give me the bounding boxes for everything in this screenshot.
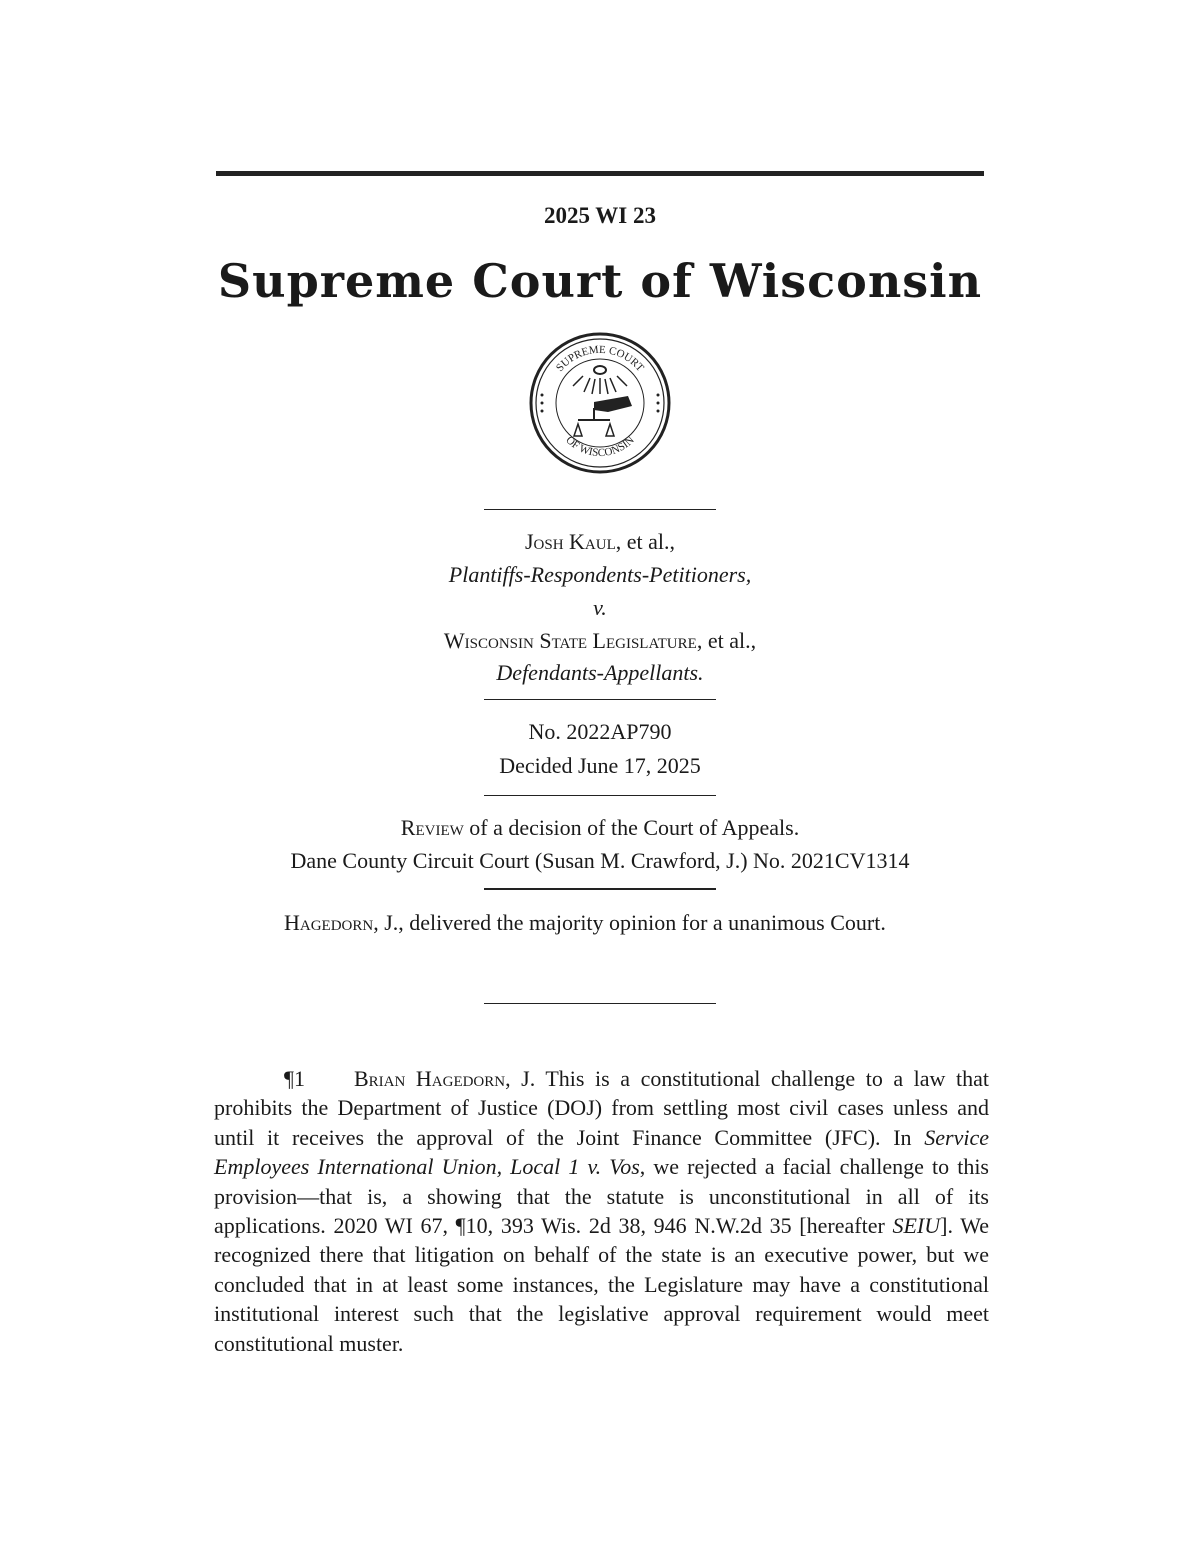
lower-court-line: Dane County Circuit Court (Susan M. Crawford, J.) No. 2021CV1314: [290, 848, 910, 873]
defendant-line: Wisconsin State Legislature, et al.,: [443, 628, 757, 653]
divider: [484, 795, 716, 796]
plaintiff-role: Plantiffs-Respondents-Petitioners,: [448, 562, 752, 587]
top-rule: [216, 171, 984, 176]
svg-text:OF WISCONSIN: OF WISCONSIN: [563, 434, 637, 460]
versus: v.: [593, 595, 607, 620]
case-number: No. 2022AP790: [528, 719, 672, 744]
svg-text:SUPREME COURT: SUPREME COURT: [553, 343, 647, 375]
defendant-role: Defendants-Appellants.: [496, 660, 704, 685]
paragraph-mark: ¶1: [284, 1066, 305, 1091]
case-citation: Service Employees International Union, Local 1 v. Vos: [214, 1124, 989, 1180]
court-seal: [528, 332, 672, 474]
paragraph-1: ¶1 Brian Hagedorn, J. This is a constitutional challenge to a law that prohibits the Department of Justice (DOJ) from settling most civil cases unless and until it receives the approval of the Joint Finance Committee (JFC). In Service Employees International Union, Local 1 v. Vos, we rejected a facial challenge to this provision—that is, a showing that the statute is unconstitutional in all of its applications. 2020 WI 67, ¶10, 393 Wis. 2d 38, 946 N.W.2d 35 [hereafter SEIU]. We recognized there that litigation on behalf of the state is an executive power, but we concluded that in at least some instances, the Legislature may have a constitutional institutional interest such that the legislative approval requirement would meet constitutional muster.: [214, 1066, 989, 1356]
decision-date: Decided June 17, 2025: [499, 753, 701, 778]
author-name: Brian Hagedorn: [354, 1066, 506, 1091]
plaintiff-name: Josh Kaul: [524, 529, 616, 554]
citation: 2025 WI 23: [543, 203, 657, 228]
review-line: Review of a decision of the Court of Appeals.: [400, 815, 800, 840]
divider: [484, 509, 716, 510]
divider: [484, 699, 716, 700]
defendant-name: Wisconsin State Legislature: [443, 628, 697, 653]
plaintiff-line: Josh Kaul, et al.,: [524, 529, 676, 554]
divider: [484, 1003, 716, 1004]
court-title: Supreme Court of Wisconsin: [217, 254, 983, 308]
divider-thick: [484, 888, 716, 890]
short-citation: SEIU: [892, 1213, 941, 1239]
opinion-note: Hagedorn, J., delivered the majority opinion for a unanimous Court.: [284, 910, 886, 935]
